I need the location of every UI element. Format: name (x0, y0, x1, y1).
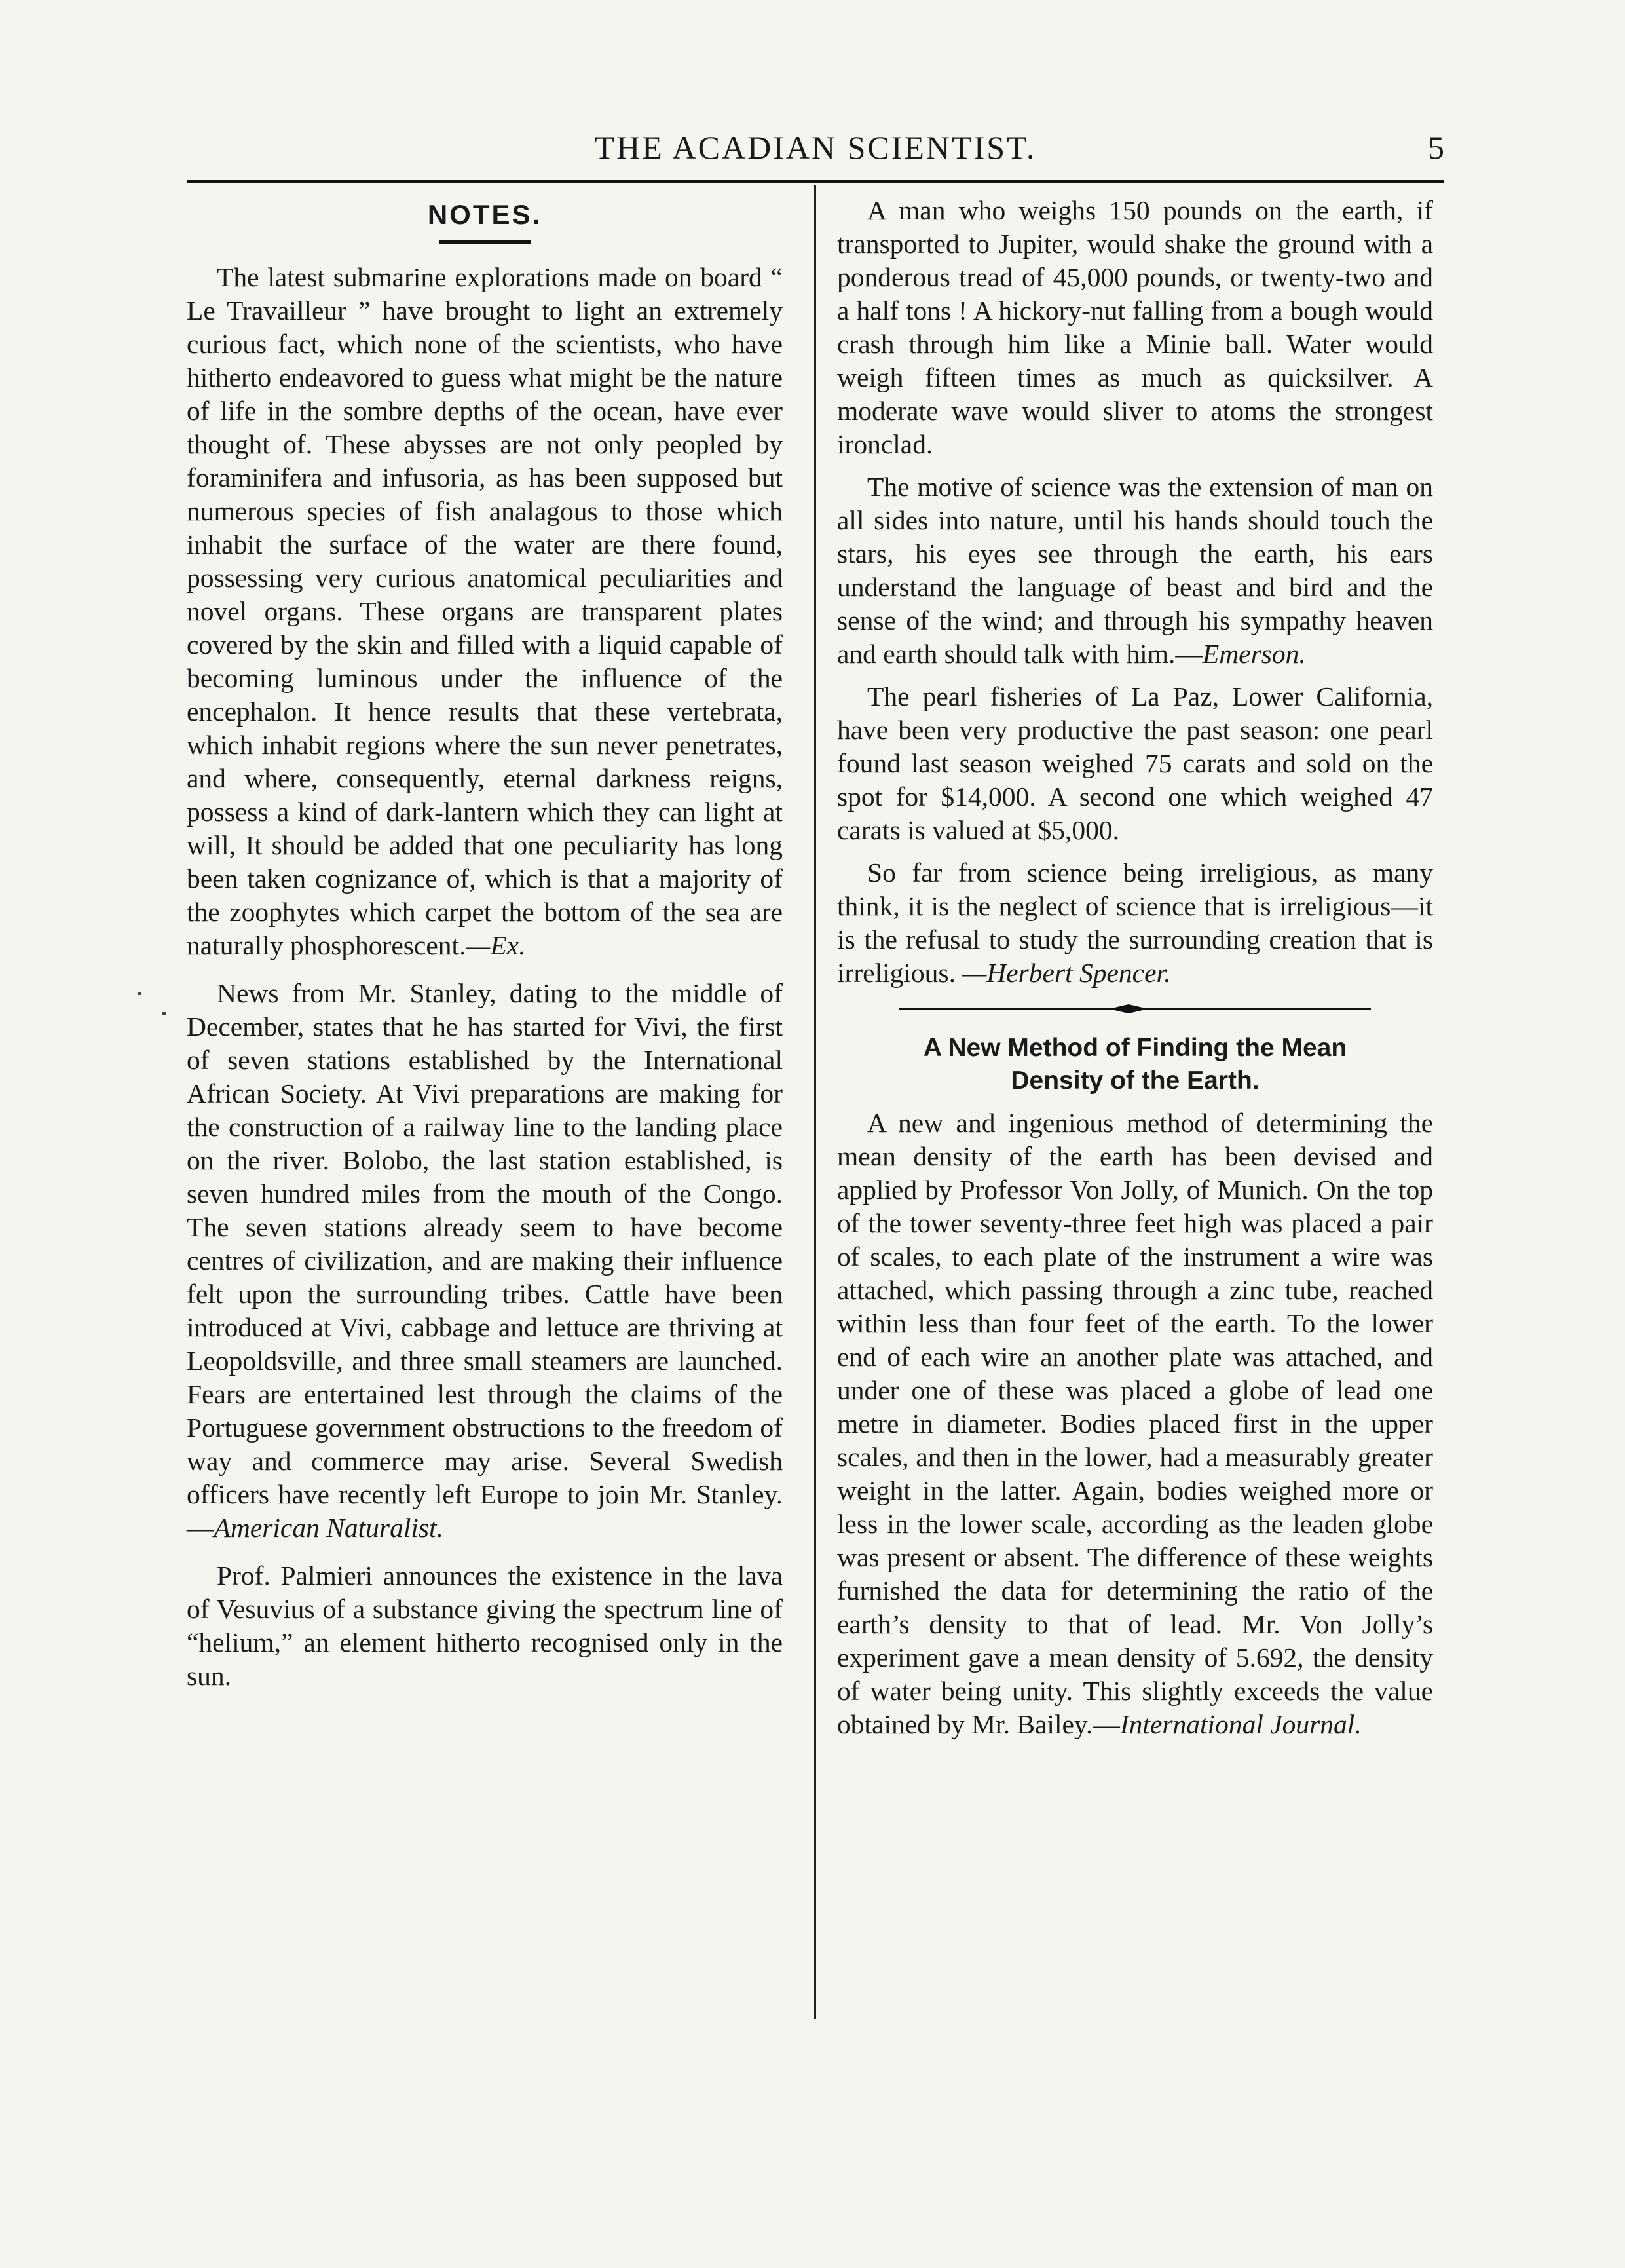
note-science-irreligious (837, 856, 1433, 990)
note-text: So far from science being irreligious, as many think, it is the neglect of science that is irreligious—it is the refusal to study the surrounding creation that is irreligious. (837, 858, 1433, 988)
note-jupiter-weight (837, 194, 1433, 461)
left-column (187, 190, 783, 1702)
article-citation: International Journal. (1119, 1709, 1362, 1739)
column-divider (814, 185, 816, 2019)
note-text: The pearl fisheries of La Paz, Lower California, have been very productive the past season: one pearl found last season weighed 75 carats and sold on the spot for $14,000. A second one which weighed 47 carats is valued at $5,000. (837, 681, 1433, 845)
divider-ornament (1109, 1004, 1148, 1013)
article-text: A new and ingenious method of determining the mean density of the earth has been devised and applied by Professor Von Jolly, of Munich. On the top of the tower seventy-three feet high was placed a pair of scales, to each plate of the instrument a wire was attached, which passing through a zinc tube, reached within less than four feet of the earth. To the lower end of each wire an another plate was attached, and under one of these was placed a globe of lead one metre in diameter. Bodies placed first in the upper scales, and then in the lower, had a measurably greater weight in the latter. Again, bodies weighed more or less in the lower scale, according as the leaden globe was present or absent. The difference of these weights furnished the data for determining the ratio of the earth’s density to that of lead. Mr. Von Jolly’s experiment gave a mean density of 5.692, the density of water being unity. This slightly exceeds the value obtained by Mr. Bailey.— (837, 1108, 1433, 1739)
note-text: The latest submarine explorations made on board “ Le Travailleur ” have brought to light an extremely curious fact, which none of the scientists, who have hitherto endeavored to guess what might be the nature of life in the sombre depths of the ocean, have ever thought of. These abysses are not only peopled by foraminifera and infusoria, as has been supposed but numerous species of fish analagous to those which inhabit the surface of the water are there found, possessing very curious anatomical peculiarities and novel organs. These organs are transparent plates covered by the skin and filled with a liquid capable of becoming luminous under the influence of the encephalon. It hence results that these vertebrata, which inhabit regions where the sun never penetrates, and where, consequently, eternal darkness reigns, possess a kind of dark-lantern which they can light at will, It should be added that one peculiarity has long been taken cognizance of, which is that a majority of the zoophytes which carpet the bottom of the sea are naturally phosphorescent. (187, 262, 783, 960)
note-citation: American Naturalist. (214, 1513, 443, 1543)
note-text: News from Mr. Stanley, dating to the middle of December, states that he has started for Vivi, the first of seven stations established by the International African Society. At Vivi preparations are making for the construction of a railway line to the landing place on the river. Bolobo, the last station established, is seven hundred miles from the mouth of the Congo. The seven stations already seem to have become centres of civilization, and are making their influence felt upon the surrounding tribes. Cattle have been introduced at Vivi, cabbage and lettuce are thriving at Leopoldsville, and three small steamers are launched. Fears are entertained lest through the claims of the Portuguese government obstructions to the freedom of way and commerce may arise. Several Swedish officers have recently left Europe to join Mr. Stanley.— (187, 978, 783, 1543)
article-title-line-1: A New Method of Finding the Mean (923, 1034, 1347, 1062)
note-palmieri-helium (187, 1559, 783, 1693)
note-text: The motive of science was the extension of man on all sides into nature, until his hands should touch the stars, his eyes see through the earth, his ears understand the language of beast and bird and the sense of the wind; and through his sympathy heaven and earth should talk with him.— (837, 472, 1433, 669)
note-pearl-fisheries (837, 680, 1433, 847)
note-citation: —Herbert Spencer. (962, 958, 1171, 988)
note-submarine-explorations (187, 261, 783, 962)
note-motive-of-science (837, 470, 1433, 671)
short-rule (439, 240, 531, 244)
margin-speck (162, 1012, 166, 1015)
note-citation: Emerson. (1202, 639, 1306, 669)
header-rule (187, 180, 1444, 183)
note-stanley (187, 977, 783, 1545)
note-text: Prof. Palmieri announces the existence in the lava of Vesuvius of a substance giving the spectrum line of “helium,” an element hitherto recognised only in the sun. (187, 1560, 783, 1691)
right-column (837, 190, 1433, 1750)
note-text: A man who weighs 150 pounds on the earth, if transported to Jupiter, would shake the ground with a ponderous tread of 45,000 pounds, or twenty-two and a half tons ! A hickory-nut falling from a bough would crash through him like a Minie ball. Water would weigh fifteen times as much as quicksilver. A moderate wave would sliver to atoms the strongest ironclad. (837, 195, 1433, 459)
page-number: 5 (1428, 129, 1444, 166)
page-header (187, 124, 1444, 170)
article-body-von-jolly (837, 1106, 1433, 1741)
running-title: THE ACADIAN SCIENTIST. (594, 129, 1037, 166)
note-citation: —Ex. (466, 930, 526, 960)
article-title-line-2: Density of the Earth. (1011, 1067, 1260, 1095)
ornamental-divider (899, 1003, 1371, 1016)
section-title-notes: NOTES. (427, 199, 542, 230)
article-title (837, 1032, 1433, 1097)
margin-speck (138, 992, 141, 995)
